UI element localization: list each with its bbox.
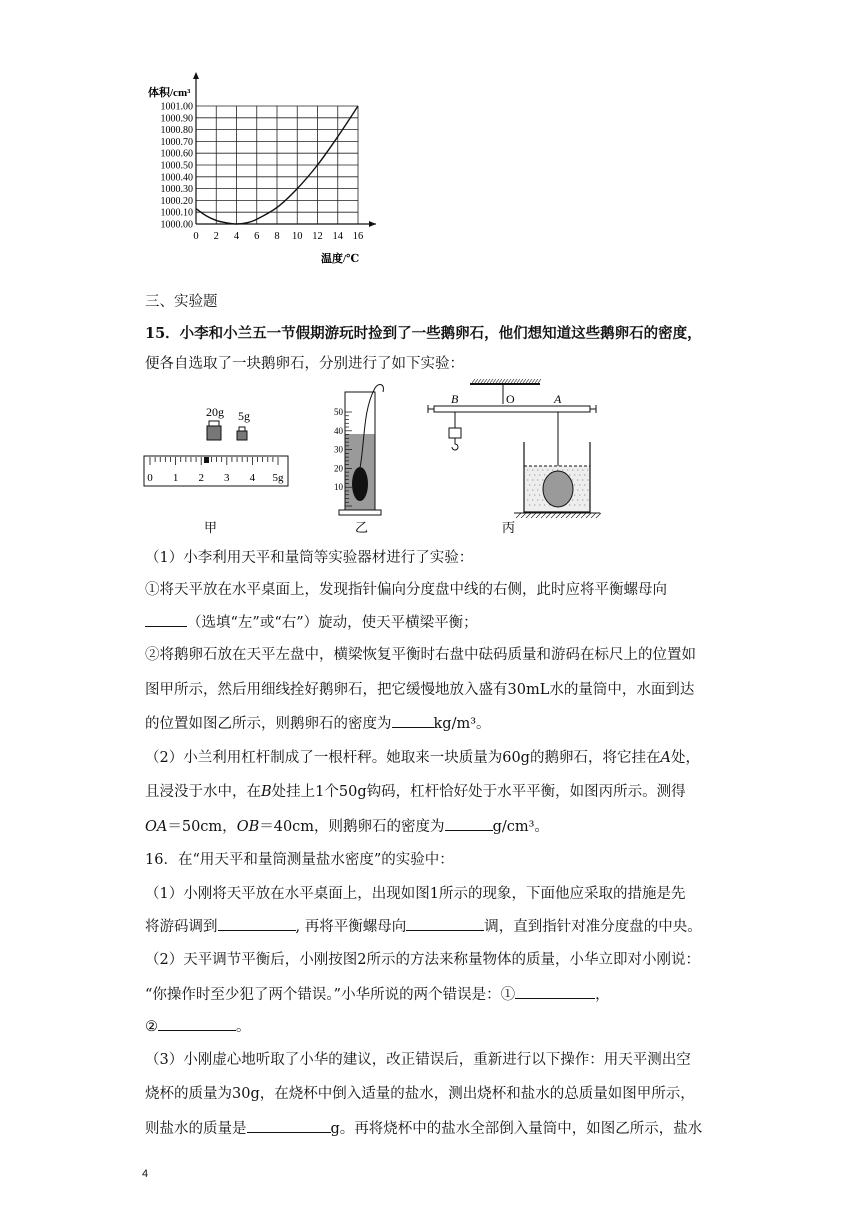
ruler-label: 4 xyxy=(249,472,256,484)
chart-x-tick-label: 0 xyxy=(193,231,199,242)
chart-y-tick-label: 1000.60 xyxy=(160,148,193,160)
unit-label: kg/m³。 xyxy=(433,716,491,732)
lever-bar xyxy=(434,406,590,412)
q16-part2-b-post: ， xyxy=(595,987,610,1003)
chart-x-tick-label: 8 xyxy=(274,231,280,242)
cylinder-tick-label: 10 xyxy=(334,482,343,493)
chart-y-tick-label: 1000.10 xyxy=(160,207,193,219)
q16-part2-c-post: 。 xyxy=(236,1019,251,1035)
chart-x-arrow xyxy=(369,221,376,227)
chart-x-tick-label: 2 xyxy=(213,231,219,242)
q15-line-2: 便各自选取了一块鹅卵石，分别进行了如下实验： xyxy=(145,356,464,372)
weight-20g-label: 20g xyxy=(206,405,224,419)
q16-part1-b: 将游码调到 xyxy=(145,919,218,935)
q15-part2-c-line xyxy=(145,816,725,837)
chart-y-tick-label: 1000.80 xyxy=(160,125,193,137)
answer-blank[interactable] xyxy=(158,1016,236,1031)
q15-part1-c: ②将鹅卵石放在天平左盘中，横梁恢复平衡时右盘中砝码质量和游码在标尺上的位置如 xyxy=(145,647,696,663)
chart-x-tick-label: 10 xyxy=(292,231,303,242)
chart-y-tick-label: 1000.00 xyxy=(160,219,193,231)
q16-part1-b-mid: , 再将平衡螺母向 xyxy=(295,919,407,935)
chart-y-tick-label: 1000.40 xyxy=(160,172,193,184)
chart-ylabel: 体积/cm³ xyxy=(148,87,191,99)
q16-part1-a: （1）小刚将天平放在水平桌面上，出现如图1所示的现象，下面他应采取的措施是先 xyxy=(145,886,686,902)
chart-y-tick-label: 1000.50 xyxy=(160,160,193,172)
answer-blank[interactable] xyxy=(247,1118,331,1133)
ruler-label: 5g xyxy=(272,472,284,484)
chart-x-tick-label: 14 xyxy=(332,231,343,242)
cylinder-tick-label: 50 xyxy=(334,407,343,417)
hook-weight-icon xyxy=(449,428,461,450)
figure-bing xyxy=(420,378,610,540)
ruler-label: 0 xyxy=(147,472,153,484)
chart-ticks xyxy=(161,102,364,243)
q16-part2-c-line xyxy=(145,1016,725,1037)
var-b: B xyxy=(261,784,272,800)
var-a: A xyxy=(660,750,671,766)
q15-line-1: 15．小李和小兰五一节假期游玩时捡到了一些鹅卵石，他们想知道这些鹅卵石的密度， xyxy=(145,325,702,342)
label-b: B xyxy=(451,392,459,406)
figure-yi-caption: 乙 xyxy=(355,520,369,535)
figure-yi xyxy=(325,380,405,540)
oa-value: ＝50cm， xyxy=(167,819,237,835)
label-a: A xyxy=(554,392,562,406)
chart-x-tick-label: 16 xyxy=(352,231,364,242)
q16-part3-a: （3）小刚虚心地听取了小华的建议，改正错误后，重新进行以下操作：用天平测出空 xyxy=(145,1052,691,1068)
q16-part3-b: 烧杯的质量为30g，在烧杯中倒入适量的盐水，测出烧杯和盐水的总质量如图甲所示， xyxy=(145,1086,695,1102)
section-heading: 三、实验题 xyxy=(145,294,218,310)
q16-part2-b: “你操作时至少犯了两个错误。”小华所说的两个错误是：① xyxy=(145,987,516,1003)
q15-part1-d: 图甲所示，然后用细线拴好鹅卵石，把它缓慢地放入盛有30mL水的量筒中，水面到达 xyxy=(145,682,695,698)
chart-y-arrow xyxy=(193,72,199,79)
figure-bing-caption: 丙 xyxy=(502,520,516,535)
chart-y-tick-label: 1000.90 xyxy=(160,113,193,125)
answer-blank[interactable] xyxy=(145,612,187,627)
chart-axes xyxy=(193,72,376,227)
q16-part1-b-line xyxy=(145,916,725,937)
chart-grid xyxy=(196,106,358,224)
answer-blank[interactable] xyxy=(218,916,296,931)
ruler-label: 1 xyxy=(172,472,179,484)
cylinder-tick-label: 40 xyxy=(334,425,343,436)
weight-5g-icon xyxy=(237,427,247,440)
pebble-in-beaker xyxy=(543,471,573,507)
chart-y-tick-label: 1000.20 xyxy=(160,195,193,207)
rider-ruler xyxy=(144,456,288,486)
weight-20g-icon xyxy=(207,421,221,440)
ruler-label: 3 xyxy=(224,472,230,484)
answer-blank[interactable] xyxy=(392,713,434,728)
q15-part1-e: 的位置如图乙所示，则鹅卵石的密度为 xyxy=(145,716,392,732)
q16-part3-c-line xyxy=(145,1118,725,1139)
cylinder-tick-label: 30 xyxy=(334,444,343,455)
weight-5g-label: 5g xyxy=(238,409,250,423)
pebble-in-cylinder xyxy=(352,467,368,501)
ruler-label: 2 xyxy=(198,472,204,484)
q16-part2-b-line xyxy=(145,984,725,1005)
q16-part3-c: 则盐水的质量是 xyxy=(145,1121,247,1137)
chart-xlabel: 温度/℃ xyxy=(321,253,360,265)
var-oa: OA xyxy=(145,819,168,835)
rider-marker xyxy=(204,457,209,463)
figure-jia xyxy=(140,400,300,540)
q15-part1: （1）小李利用天平和量筒等实验器材进行了实验： xyxy=(145,550,474,566)
q16-part2-a: （2）天平调节平衡后，小刚按图2所示的方法来称量物体的质量，小华立即对小刚说： xyxy=(145,952,700,968)
q15-part1-b-line xyxy=(145,612,725,633)
q15-part2-b: 且浸没于水中，在 xyxy=(145,784,261,800)
ob-value: ＝40cm，则鹅卵石的密度为 xyxy=(259,819,445,835)
unit-label: g/cm³。 xyxy=(492,819,549,835)
q15-part2-a-post: 处， xyxy=(670,750,700,766)
q15-part2-b-post: 处挂上1个50g钩码，杠杆恰好处于水平平衡，如图丙所示。测得 xyxy=(271,784,686,800)
chart-x-tick-label: 4 xyxy=(233,231,240,242)
q16-part2-c: ② xyxy=(145,1019,158,1035)
answer-blank[interactable] xyxy=(445,816,493,831)
q15-part1-e-line xyxy=(145,713,725,734)
volume-temperature-chart xyxy=(140,68,390,268)
cylinder-tick-label: 20 xyxy=(334,463,343,474)
q16-line-1: 16．在“用天平和量筒测量盐水密度”的实验中： xyxy=(145,852,454,868)
chart-x-tick-label: 12 xyxy=(312,231,323,242)
answer-blank[interactable] xyxy=(515,984,595,999)
label-o: O xyxy=(506,392,515,406)
chart-y-tick-label: 1000.30 xyxy=(160,184,193,196)
q15-part1-a: ①将天平放在水平桌面上，发现指针偏向分度盘中线的右侧，此时应将平衡螺母向 xyxy=(145,582,667,598)
answer-blank[interactable] xyxy=(406,916,484,931)
q15-part2-a: （2）小兰利用杠杆制成了一根杆秤。她取来一块质量为60g的鹅卵石，将它挂在 xyxy=(145,750,661,766)
q15-part1-b: （选填“左”或“右”）旋动，使天平横梁平衡； xyxy=(187,615,478,631)
page-number: 4 xyxy=(142,1168,149,1180)
q15-part2-b-line xyxy=(145,782,725,802)
chart-y-tick-label: 1001.00 xyxy=(160,101,193,113)
chart-y-tick-label: 1000.70 xyxy=(160,136,193,148)
q15-part2-a-line xyxy=(145,748,725,768)
q16-part1-b-post: 调，直到指针对准分度盘的中央。 xyxy=(484,919,702,935)
chart-x-tick-label: 6 xyxy=(254,231,260,242)
figure-jia-caption: 甲 xyxy=(204,520,218,535)
var-ob: OB xyxy=(236,819,260,835)
q16-part3-c-post: g。再将烧杯中的盐水全部倒入量筒中，如图乙所示，盐水 xyxy=(330,1121,703,1137)
